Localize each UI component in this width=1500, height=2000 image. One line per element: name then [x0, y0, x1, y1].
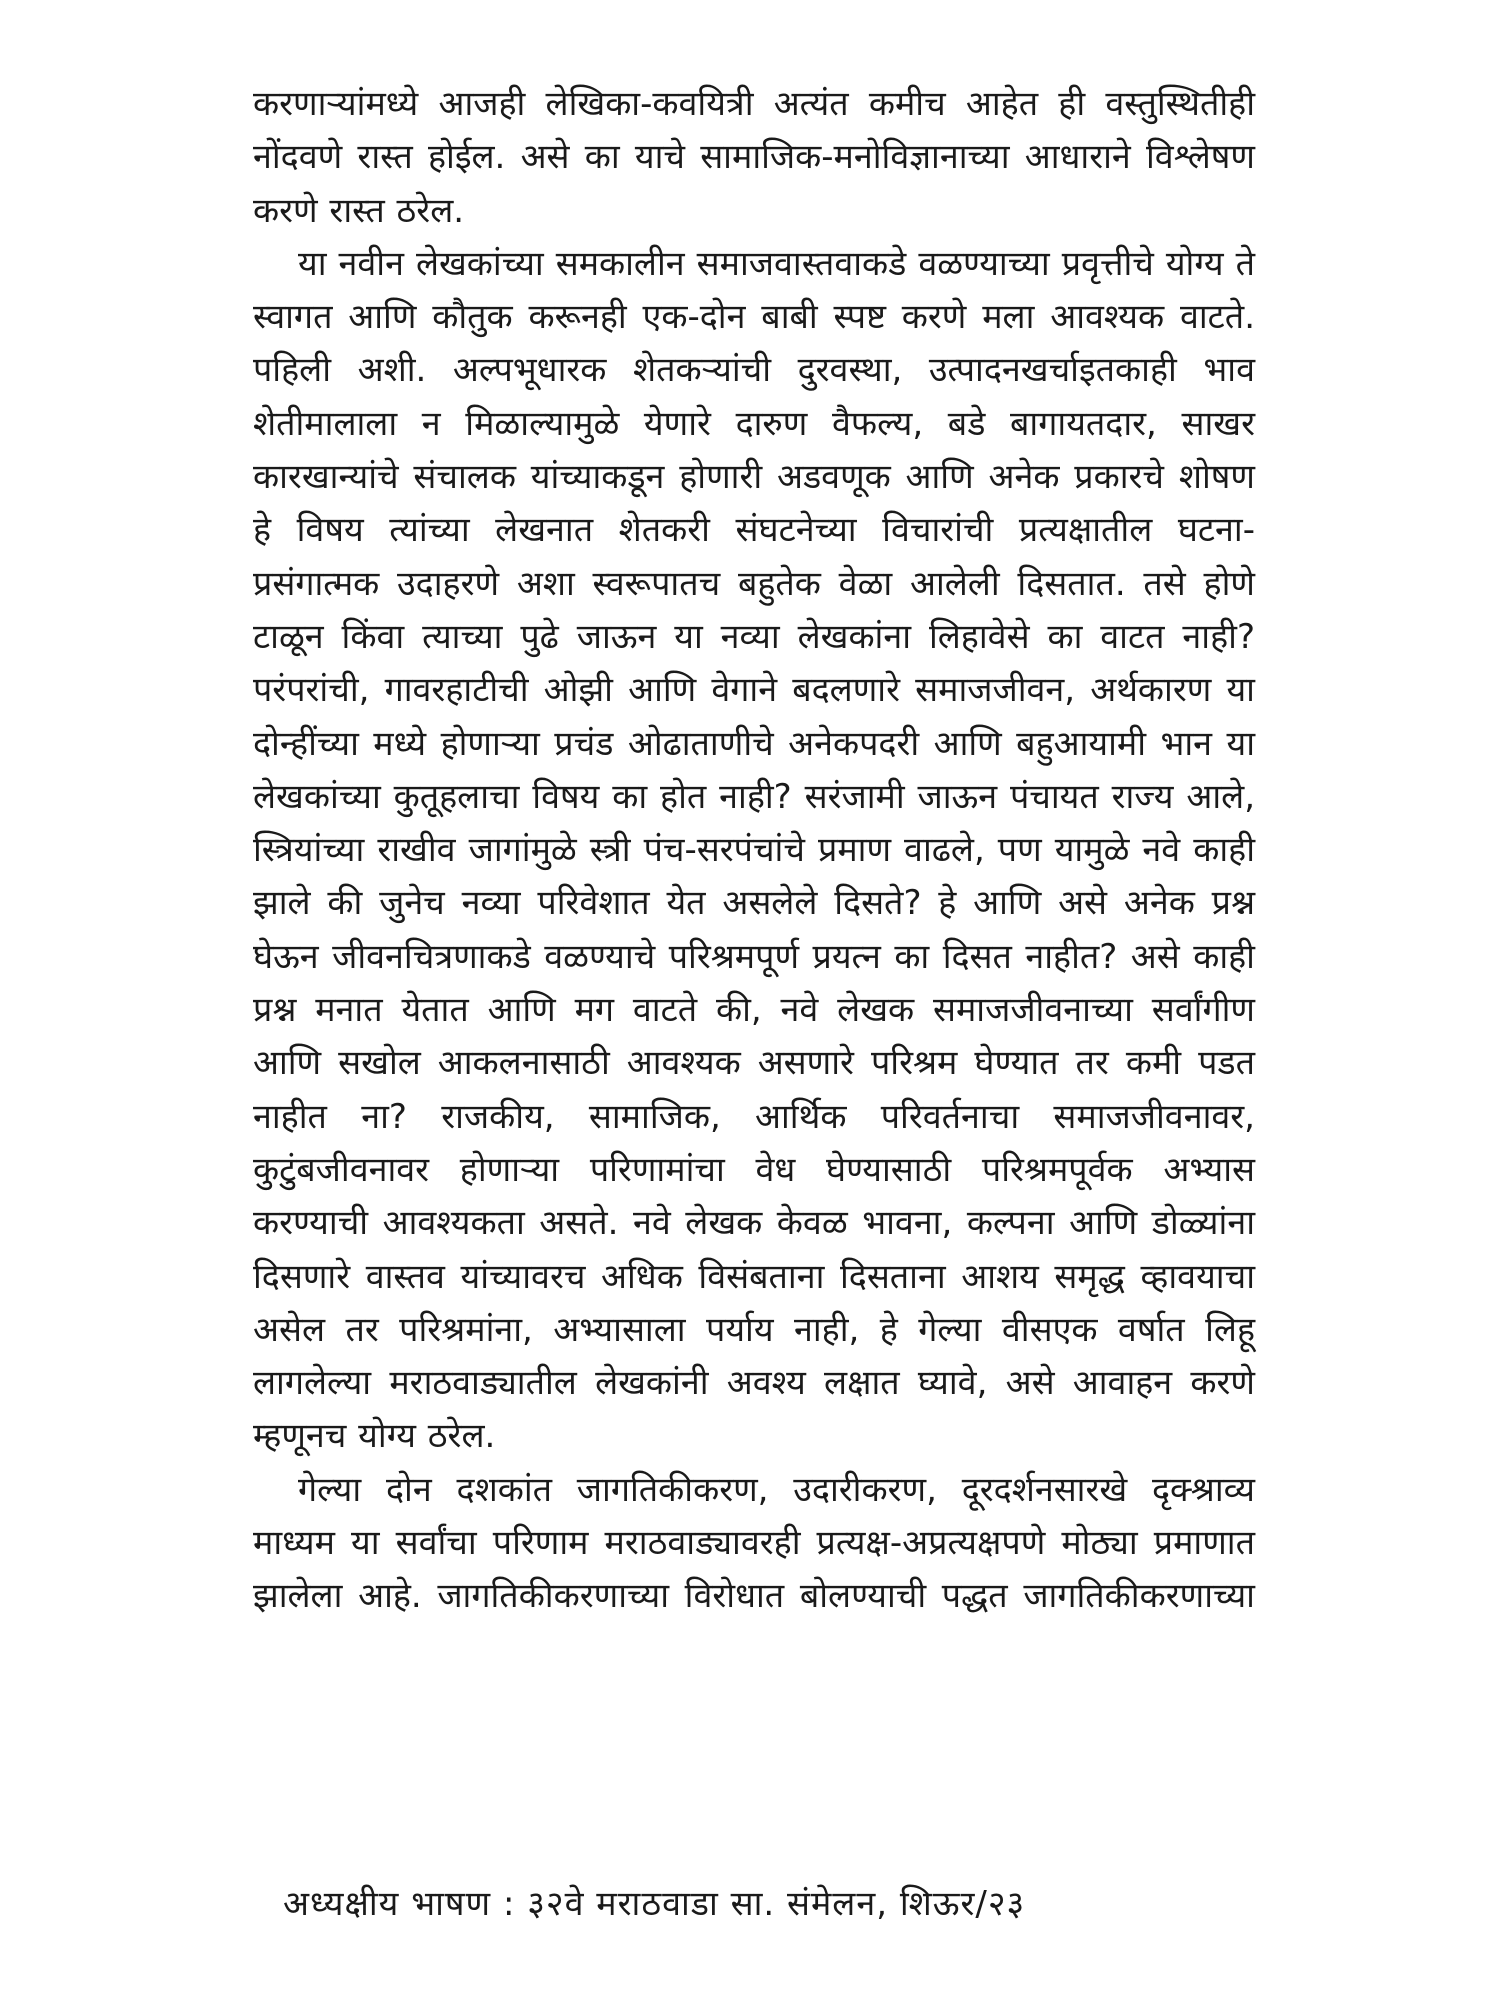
- paragraph-3: गेल्या दोन दशकांत जागतिकीकरण, उदारीकरण, दूरदर्शनसारखे दृक्श्राव्य माध्यम या सर्वांचा परिणाम मराठवाड्यावरही प्रत्यक्ष-अप्रत्यक्षपणे मोठ्या प्रमाणात झालेला आहे. जागतिकीकरणाच्या विरोधात बोलण्याची पद्धत जागतिकीकरणाच्या: [253, 1469, 1255, 1617]
- paragraph-2: या नवीन लेखकांच्या समकालीन समाजवास्तवाकडे वळण्याच्या प्रवृत्तीचे योग्य ते स्वागत आणि कौतुक करूनही एक-दोन बाबी स्पष्ट करणे मला आवश्यक वाटते. पहिली अशी. अल्पभूधारक शेतकऱ्यांची दुरवस्था, उत्पादनखर्चाइतकाही भाव शेतीमालाला न मिळाल्यामुळे येणारे दारुण वैफल्य, बडे बागायतदार, साखर कारखान्यांचे संचालक यांच्याकडून होणारी अडवणूक आणि अनेक प्रकारचे शोषण हे विषय त्यांच्या लेखनात शेतकरी संघटनेच्या विचारांची प्रत्यक्षातील घटना-प्रसंगात्मक उदाहरणे अशा स्वरूपातच बहुतेक वेळा आलेली दिसतात. तसे होणे टाळून किंवा त्याच्या पुढे जाऊन या नव्या लेखकांना लिहावेसे का वाटत नाही? परंपरांची, गावरहाटीची ओझी आणि वेगाने बदलणारे समाजजीवन, अर्थकारण या दोन्हींच्या मध्ये होणाऱ्या प्रचंड ओढाताणीचे अनेकपदरी आणि बहुआयामी भान या लेखकांच्या कुतूहलाचा विषय का होत नाही? सरंजामी जाऊन पंचायत राज्य आले, स्त्रियांच्या राखीव जागांमुळे स्त्री पंच-सरपंचांचे प्रमाण वाढले, पण यामुळे नवे काही झाले की जुनेच नव्या परिवेशात येत असलेले दिसते? हे आणि असे अनेक प्रश्न घेऊन जीवनचित्रणाकडे वळण्याचे परिश्रमपूर्ण प्रयत्न का दिसत नाहीत? असे काही प्रश्न मनात येतात आणि मग वाटते की, नवे लेखक समाजजीवनाच्या सर्वांगीण आणि सखोल आकलनासाठी आवश्यक असणारे परिश्रम घेण्यात तर कमी पडत नाहीत ना? राजकीय, सामाजिक, आर्थिक परिवर्तनाचा समाजजीवनावर, कुटुंबजीवनावर होणाऱ्या परिणामांचा वेध घेण्यासाठी परिश्रमपूर्वक अभ्यास करण्याची आवश्यकता असते. नवे लेखक केवळ भावना, कल्पना आणि डोळ्यांना दिसणारे वास्तव यांच्यावरच अधिक विसंबताना दिसताना आशय समृद्ध व्हावयाचा असेल तर परिश्रमांना, अभ्यासाला पर्याय नाही, हे गेल्या वीसएक वर्षात लिहू लागलेल्या मराठवाड्यातील लेखकांनी अवश्य लक्षात घ्यावे, असे आवाहन करणे म्हणूनच योग्य ठरेल.: [253, 243, 1255, 1457]
- paragraph-1: करणाऱ्यांमध्ये आजही लेखिका-कवयित्री अत्यंत कमीच आहेत ही वस्तुस्थितीही नोंदवणे रास्त होईल. असे का याचे सामाजिक-मनोविज्ञानाच्या आधाराने विश्लेषण करणे रास्त ठरेल.: [253, 84, 1255, 231]
- page-footer: अध्यक्षीय भाषण : ३२वे मराठवाडा सा. संमेलन, शिऊर/२३: [283, 1884, 1026, 1924]
- body-text: [253, 78, 1255, 1624]
